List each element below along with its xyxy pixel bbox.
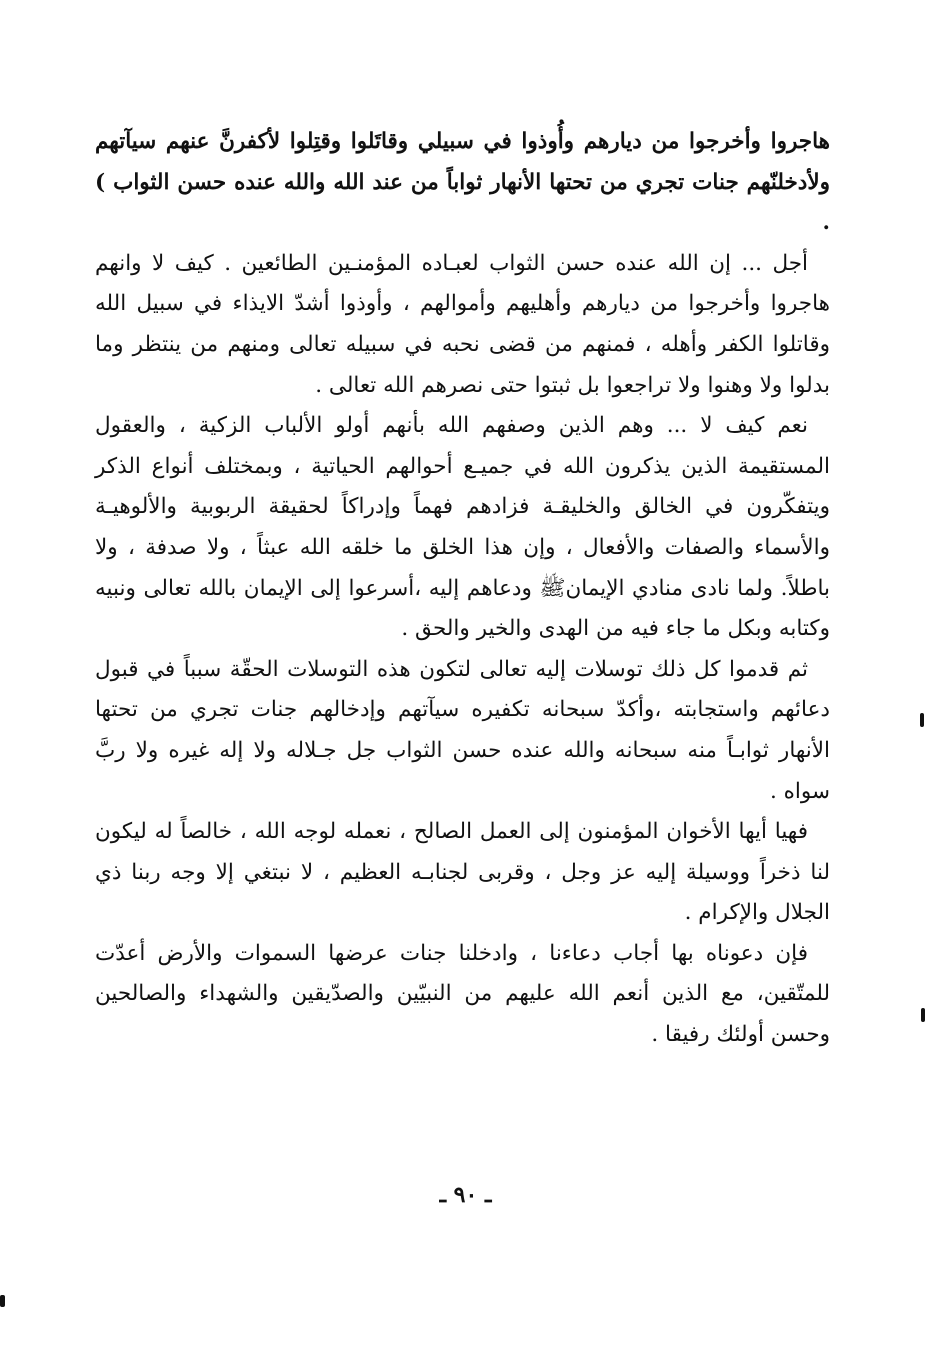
- scan-edge-mark-2: [921, 1008, 925, 1022]
- page-number: ـ ٩٠ ـ: [439, 1182, 492, 1208]
- quran-verse-continuation: هاجروا وأخرجوا من ديارهم وأُوذوا في سبيلي وقاتَلوا وقتِلوا لأكفرنَّ عنهم سيآتهم ولأدخلنّهم جنات تجري من تحتها الأنهار ثواباً من عند الله والله عنده حسن الثواب ) .: [95, 129, 830, 236]
- paragraph-4: فهيا أيها الأخوان المؤمنون إلى العمل الصالح ، نعمله لوجه الله ، خالصاً له ليكون لنا ذخراً ووسيلة إليه عز وجل ، وقربى لجنابـه العظيم ، لا نبتغي إلا وجه ربنا ذي الجلال والإكرام .: [95, 819, 830, 926]
- page-body: [95, 122, 830, 1056]
- scan-edge-mark-1: [920, 713, 924, 727]
- paragraph-5: فإن دعوناه بها أجاب دعاءنا ، وادخلنا جنات عرضها السموات والأرض أعدّت للمتّقين، مع الذين أنعم الله عليهم من النبيّين والصدّيقين والشهداء والصالحين وحسن أولئك رفيقا .: [95, 940, 830, 1048]
- paragraph-1: أجل ... إن الله عنده حسن الثواب لعبـاده المؤمنـين الطائعين . كيف لا وانهم هاجروا وأخرجوا من ديارهم وأهليهم وأموالهم ، وأوذوا أشدّ الايذاء في سبيل الله وقاتلوا الكفر وأهله ، فمنهم من قضى نحبه في سبيله تعالى ومنهم من ينتظر وما بدلوا ولا وهنوا ولا تراجعوا بل ثبتوا حتى نصرهم الله تعالى .: [95, 250, 830, 398]
- paragraph-2: نعم كيف لا ... وهم الذين وصفهم الله بأنهم أولو الألباب الزكية ، والعقول المستقيمة الذين يذكرون الله في جميـع أحوالهم الحياتية ، وبمختلف أنواع الذكر ويتفكّرون في الخالق والخليقـة فزادهم فهماً وإدراكاً لحقيقة الربوبية والألوهيـة والأسماء والصفات والأفعال ، وإن هذا الخلق ما خلقه الله عبثاً ، ولا صدفة ، ولا باطلاً. ولما نادى منادي الإيمانﷺ ودعاهم إليه ،أسرعوا إلى الإيمان بالله تعالى ونبيه وكتابه وبكل ما جاء فيه من الهدى والخير والحق .: [95, 413, 830, 642]
- scan-edge-mark-3: [0, 1295, 5, 1307]
- paragraph-3: ثم قدموا كل ذلك توسلات إليه تعالى لتكون هذه التوسلات الحقّة سبباً في قبول دعائهم واستجابته ،وأكدّ سبحانه تكفيره سيآتهم وإدخالهم جنات تجري من تحتها الأنهار ثوابـاً منه سبحانه والله عنده حسن الثواب جل جـلاله ولا إله غيره ولا ربَّ سواه .: [95, 656, 830, 804]
